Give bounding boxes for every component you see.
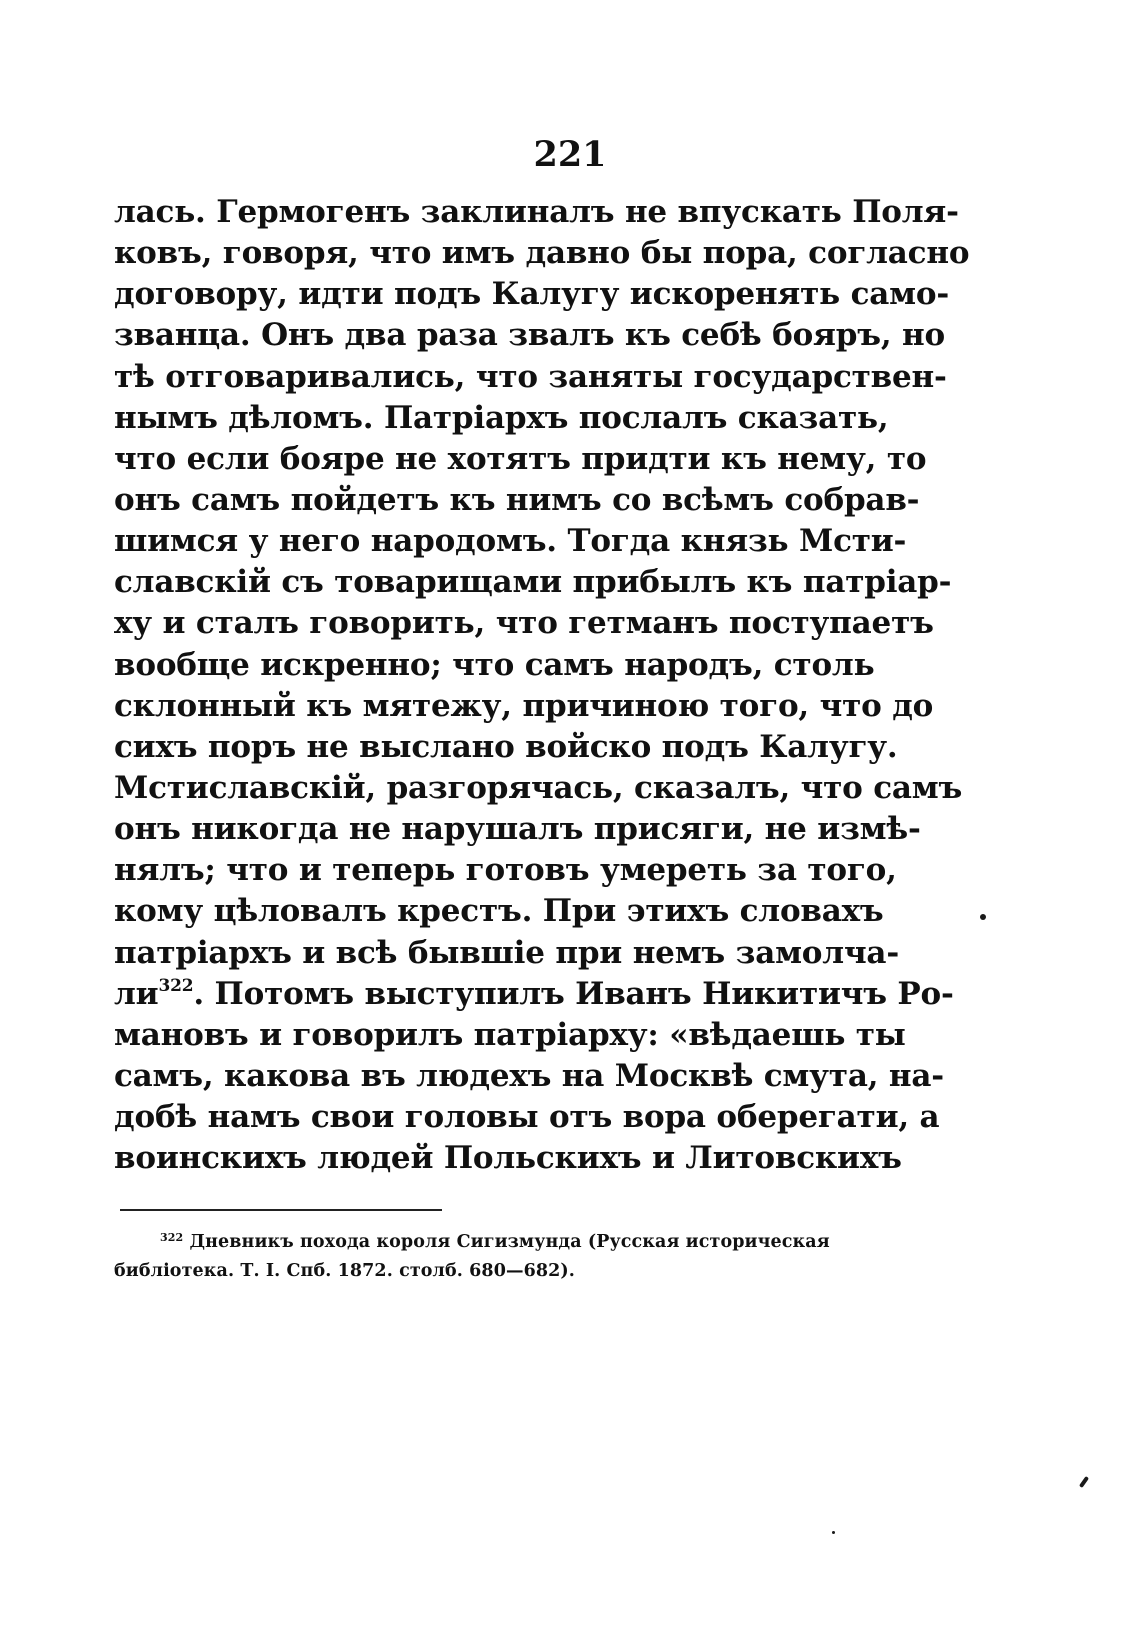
text-line: договору, идти подъ Калугу искоренять само- <box>114 276 949 313</box>
footnote-line: библіотека. Т. I. Спб. 1872. столб. 680—682). <box>114 1261 575 1281</box>
text-line: нялъ; что и теперь готовъ умереть за того, <box>114 852 897 889</box>
text-fragment: ли <box>114 975 159 1012</box>
text-line: сихъ поръ не выслано войско подъ Калугу. <box>114 728 898 765</box>
footnote-divider <box>120 1209 442 1211</box>
text-fragment: . Потомъ выступилъ Иванъ Никитичъ Ро- <box>193 975 954 1012</box>
text-line: шимся у него народомъ. Тогда князь Мсти- <box>114 523 907 560</box>
text-line: патріархъ и всѣ бывшіе при немъ замолча- <box>114 934 899 971</box>
text-line: вообще искренно; что самъ народъ, столь <box>114 646 875 683</box>
text-line: что если бояре не хотятъ придти къ нему, то <box>114 440 927 477</box>
text-line: нымъ дѣломъ. Патріархъ послалъ сказать, <box>114 399 889 436</box>
scan-speck <box>980 914 986 920</box>
scan-speck <box>1079 1476 1089 1488</box>
text-line: тѣ отговаривались, что заняты государствен- <box>114 358 947 395</box>
footnote-number: 322 <box>160 1231 184 1244</box>
footnote-reference[interactable]: 322 <box>158 975 194 996</box>
main-text <box>114 192 970 1179</box>
text-line: лась. Гермогенъ заклиналъ не впускать Поля- <box>114 194 959 230</box>
text-line: онъ самъ пойдетъ къ нимъ со всѣмъ собрав- <box>114 481 920 518</box>
text-line: Мстиславскій, разгорячась, сказалъ, что самъ <box>114 769 963 806</box>
text-line: славскій съ товарищами прибылъ къ патріар- <box>114 564 952 601</box>
text-line: мановъ и говорилъ патріарху: «вѣдаешь ты <box>114 1016 906 1053</box>
text-line: воинскихъ людей Польскихъ и Литовскихъ <box>114 1140 902 1177</box>
text-line: званца. Онъ два раза звалъ къ себѣ бояръ, но <box>114 317 945 354</box>
footnote-line <box>114 1228 830 1257</box>
text-line: ху и сталъ говорить, что гетманъ поступаетъ <box>114 605 934 642</box>
page-number: 221 <box>533 134 607 175</box>
text-line: ковъ, говоря, что имъ давно бы пора, согласно <box>114 235 970 272</box>
footnote-text: Дневникъ похода короля Сигизмунда (Русская историческая <box>189 1232 830 1252</box>
scan-speck <box>832 1531 835 1534</box>
footnote <box>114 1228 830 1286</box>
text-line: добѣ намъ свои головы отъ вора оберегати, а <box>114 1099 940 1136</box>
text-line-with-footnote-ref <box>114 974 954 1015</box>
text-line: кому цѣловалъ крестъ. При этихъ словахъ <box>114 893 884 930</box>
text-line: склонный къ мятежу, причиною того, что до <box>114 687 934 724</box>
text-line: онъ никогда не нарушалъ присяги, не измѣ- <box>114 811 921 848</box>
text-line: самъ, какова въ людехъ на Москвѣ смута, на- <box>114 1057 944 1094</box>
